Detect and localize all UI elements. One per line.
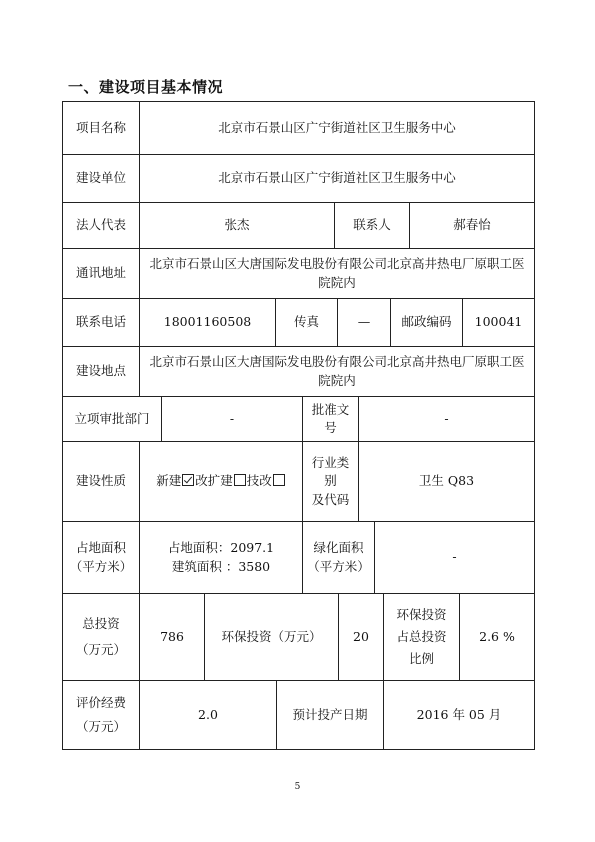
assessment-fee-label-line2: （万元） [75,719,126,734]
total-investment-label [62,593,140,681]
contact-value: 郝春怡 [409,202,535,249]
legal-rep-label: 法人代表 [62,202,140,249]
green-value: - [374,521,535,594]
area-label-line1: 占地面积 [75,540,126,556]
phone-value: 18001160508 [139,298,276,347]
phone-label: 联系电话 [62,298,140,347]
checkbox-checked-icon[interactable] [182,474,194,486]
unit-label: 建设单位 [62,154,140,203]
checkbox-unchecked-icon[interactable] [234,474,246,486]
env-ratio-label-line2: 占总投资 [396,628,447,644]
approval-no-label: 批准文号 [302,396,359,442]
industry-value: 卫生 Q83 [358,441,535,522]
nature-options [139,441,303,522]
unit-value: 北京市石景山区广宁街道社区卫生服务中心 [139,154,535,203]
approval-no-value: - [358,396,535,442]
green-label-line2: （平方米） [307,558,370,574]
env-ratio-label [383,593,460,681]
postcode-label: 邮政编码 [390,298,463,347]
location-label: 建设地点 [62,346,140,397]
production-date-label: 预计投产日期 [276,680,384,750]
fax-value: — [337,298,391,347]
assessment-fee-value: 2.0 [139,680,277,750]
green-label [302,521,375,594]
nature-expand-label: 改扩建 [195,473,233,489]
industry-label-line2: 及代码 [311,491,350,507]
env-ratio-value: 2.6 % [459,593,535,681]
env-investment-label: 环保投资（万元） [204,593,339,681]
area-values [139,521,303,594]
assessment-fee-label [62,680,140,750]
address-value: 北京市石景山区大唐国际发电股份有限公司北京高井热电厂原职工医院院内 [139,248,535,299]
env-ratio-label-line3: 比例 [408,651,434,667]
industry-label-line1: 行业类别 [311,455,350,489]
legal-rep-value: 张杰 [139,202,335,249]
nature-label: 建设性质 [62,441,140,522]
nature-new-label: 新建 [156,473,182,489]
nature-tech-label: 技改 [246,473,272,489]
checkbox-unchecked-icon[interactable] [273,474,285,486]
green-label-line1: 绿化面积 [313,540,364,556]
total-investment-label-line1: 总投资 [82,615,120,631]
build-area-value: 建筑面积 ：3580 [171,558,271,574]
project-name-label: 项目名称 [62,101,140,155]
land-area-value: 占地面积：2097.1 [167,540,275,556]
approval-dept-value: - [161,396,303,442]
location-value: 北京市石景山区大唐国际发电股份有限公司北京高井热电厂原职工医院院内 [139,346,535,397]
total-investment-label-line2: （万元） [75,642,126,657]
contact-label: 联系人 [334,202,410,249]
industry-label [302,441,359,522]
area-label-line2: （平方米） [69,558,133,574]
area-label [62,521,140,594]
env-ratio-label-line1: 环保投资 [396,606,447,622]
page-number: 5 [294,782,301,792]
fax-label: 传真 [275,298,338,347]
env-investment-value: 20 [338,593,384,681]
project-name-value: 北京市石景山区广宁街道社区卫生服务中心 [139,101,535,155]
total-investment-value: 786 [139,593,205,681]
approval-dept-label: 立项审批部门 [62,396,162,442]
production-date-value: 2016 年 05 月 [383,680,535,750]
address-label: 通讯地址 [62,248,140,299]
assessment-fee-label-line1: 评价经费 [75,694,126,710]
section-title: 一、建设项目基本情况 [68,78,224,96]
postcode-value: 100041 [462,298,535,347]
